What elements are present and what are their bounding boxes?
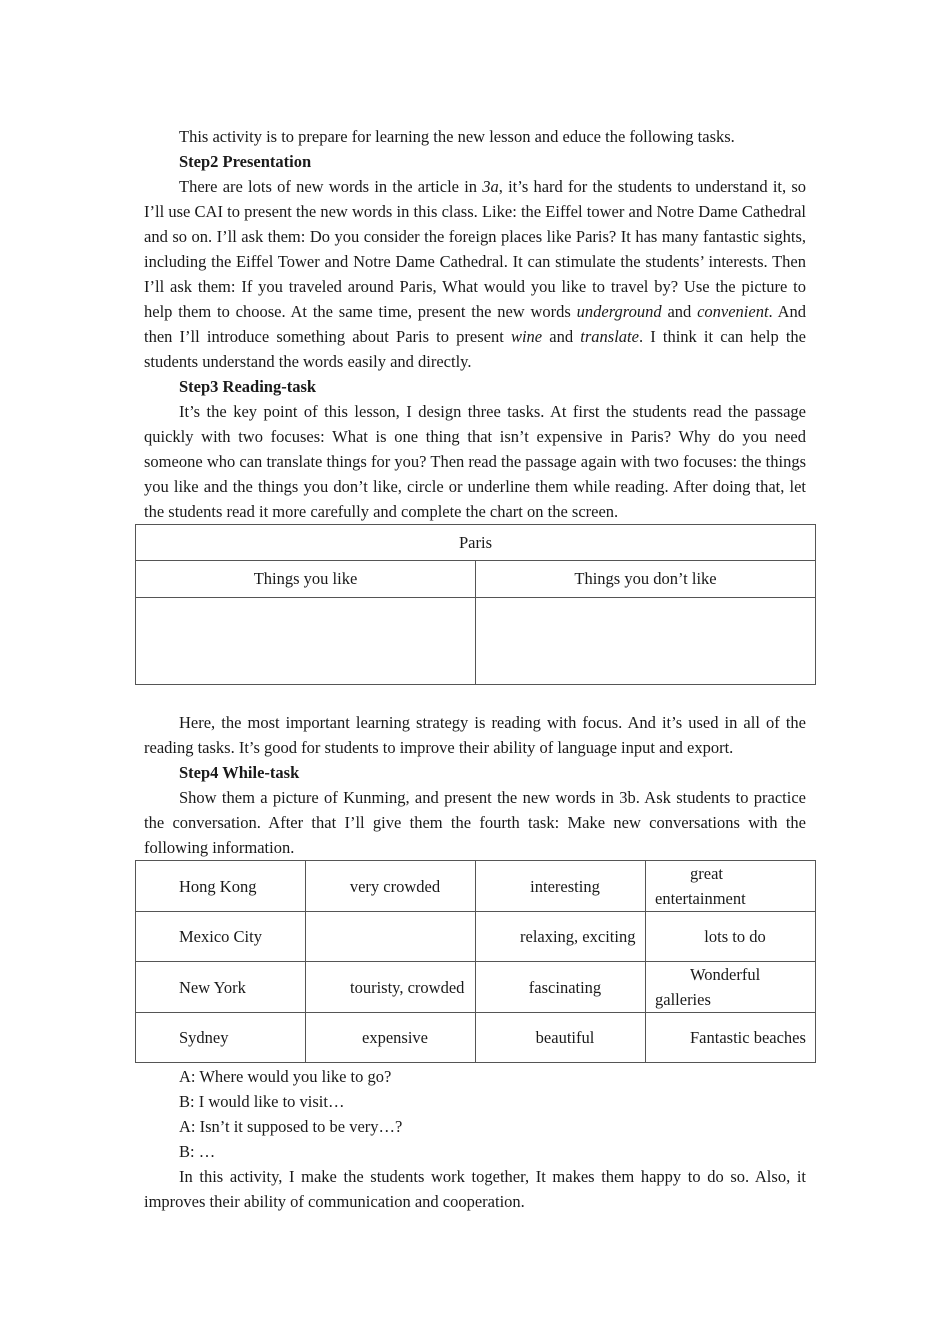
table-cell: Wonderful galleries <box>646 962 816 1013</box>
table-row <box>136 962 816 1013</box>
things-you-like-cell <box>136 598 476 685</box>
table-cell: very crowded <box>306 861 476 912</box>
table-cell: lots to do <box>646 912 816 962</box>
things-you-like-header: Things you like <box>136 561 476 598</box>
table-cell <box>306 912 476 962</box>
table-row <box>136 861 816 912</box>
step3-heading: Step3 Reading-task <box>179 377 317 396</box>
term-convenient: convenient <box>697 302 769 321</box>
table-cell: Fantastic beaches <box>646 1013 816 1063</box>
intro-paragraph: This activity is to prepare for learning the new lesson and educe the following tasks. <box>179 127 735 146</box>
step4-heading: Step4 While-task <box>179 763 300 782</box>
dialogue-line: B: I would like to visit… <box>179 1092 345 1111</box>
table-row <box>136 1013 816 1063</box>
dialogue-line: A: Where would you like to go? <box>179 1067 392 1086</box>
dialogue-line: A: Isn’t it supposed to be very…? <box>179 1117 403 1136</box>
document-page <box>144 124 806 1214</box>
table-cell: expensive <box>306 1013 476 1063</box>
step2-heading: Step2 Presentation <box>179 152 312 171</box>
paris-title-cell: Paris <box>136 525 816 561</box>
dialogue-line: B: … <box>179 1142 216 1161</box>
strategy-paragraph: Here, the most important learning strategy is reading with focus. And it’s used in all of the reading tasks. It’s good for students to improve their ability of language input and export. <box>144 713 806 757</box>
step2-paragraph: There are lots of new words in the article in 3a, it’s hard for the students to understand it, so I’ll use CAI to present the new words in this class. Like: the Eiffel tower and Notre Dame Cathedral and so on. I’ll ask them: Do you consider the foreign places like Paris? It has many fantastic sights, including the Eiffel Tower and Notre Dame Cathedral. It can stimulate the students’ interests. Then I’ll ask them: If you traveled around Paris, What would you like to travel by? Use the picture to help them to choose. At the same time, present the new words underground and convenient. And then I’ll introduce something about Paris to present wine and translate. I think it can help the students understand the words easily and directly. <box>144 177 807 371</box>
table-row <box>136 912 816 962</box>
table-cell: touristy, crowded <box>306 962 476 1013</box>
city-cell: New York <box>136 962 306 1013</box>
city-cell: Sydney <box>136 1013 306 1063</box>
table-cell: great entertainment <box>646 861 816 912</box>
step3-paragraph: It’s the key point of this lesson, I design three tasks. At first the students read the passage quickly with two focuses: What is one thing that isn’t expensive in Paris? Why do you need someone who can translate things for you? Then read the passage again with two focuses: the things you like and the things you don’t like, circle or underline them while reading. After doing that, let the students read it more carefully and complete the chart on the screen. <box>144 402 806 521</box>
table-cell: beautiful <box>476 1013 646 1063</box>
cities-table <box>135 860 816 1063</box>
table-cell: interesting <box>476 861 646 912</box>
things-you-dont-like-header: Things you don’t like <box>476 561 816 598</box>
step4-paragraph: Show them a picture of Kunming, and present the new words in 3b. Ask students to practice the conversation. After that I’ll give them the fourth task: Make new conversations with the following information. <box>144 788 806 857</box>
closing-paragraph: In this activity, I make the students work together, It makes them happy to do so. Also, it improves their ability of communication and cooperation. <box>144 1167 806 1211</box>
term-wine: wine <box>510 327 543 346</box>
term-translate: translate <box>580 327 639 346</box>
city-cell: Hong Kong <box>136 861 306 912</box>
things-you-dont-like-cell <box>476 598 816 685</box>
term-underground: underground <box>576 302 662 321</box>
paris-chart-table <box>135 524 816 685</box>
table-cell: relaxing, exciting <box>476 912 646 962</box>
city-cell: Mexico City <box>136 912 306 962</box>
table-cell: fascinating <box>476 962 646 1013</box>
term-3a: 3a <box>482 177 499 196</box>
